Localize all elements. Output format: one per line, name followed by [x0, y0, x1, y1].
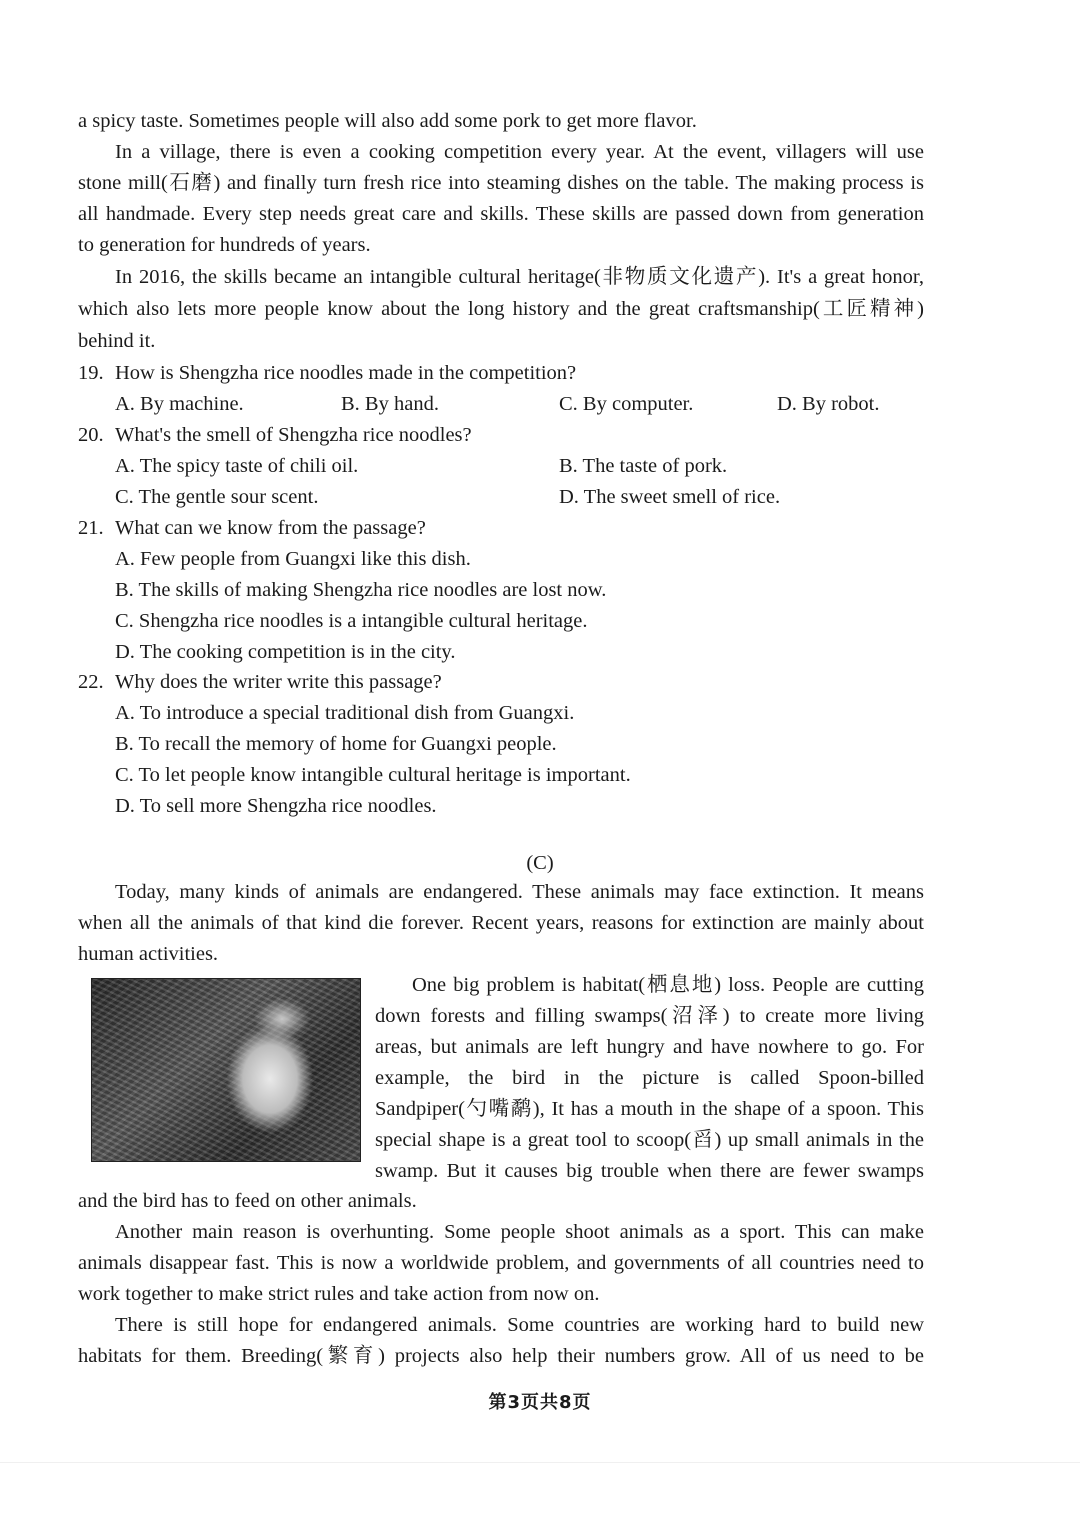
option-19-a: A. By machine.	[115, 393, 244, 415]
question-number: 22.	[78, 671, 104, 693]
passage-b-line: In a village, there is even a cooking competition every year. At the event, villagers will use	[115, 141, 924, 163]
option-21-a: A. Few people from Guangxi like this dish.	[115, 548, 471, 570]
passage-b-line: which also lets more people know about the long history and the great craftsmanship(工匠精神)	[78, 298, 924, 320]
passage-c-line: down forests and filling swamps(沼泽) to create more living	[375, 1005, 924, 1027]
question-text: What's the smell of Shengzha rice noodles?	[115, 424, 472, 446]
passage-c-line: There is still hope for endangered animals. Some countries are working hard to build new	[115, 1314, 924, 1336]
option-20-c: C. The gentle sour scent.	[115, 486, 319, 508]
option-22-b: B. To recall the memory of home for Guangxi people.	[115, 733, 557, 755]
passage-b-line: all handmade. Every step needs great care and skills. These skills are passed down from generation	[78, 203, 924, 225]
option-22-a: A. To introduce a special traditional dish from Guangxi.	[115, 702, 575, 724]
passage-c-line: when all the animals of that kind die forever. Recent years, reasons for extinction are mainly about	[78, 912, 924, 934]
divider	[0, 1462, 1080, 1463]
passage-b-line: a spicy taste. Sometimes people will also add some pork to get more flavor.	[78, 110, 697, 132]
page-number: 第3页共8页	[488, 1392, 592, 1413]
question-21	[78, 513, 924, 544]
passage-c-line: Sandpiper(勺嘴鹬), It has a mouth in the shape of a spoon. This	[375, 1098, 924, 1120]
question-19	[78, 358, 924, 389]
question-number: 19.	[78, 362, 104, 384]
option-20-d: D. The sweet smell of rice.	[559, 486, 781, 508]
question-text: Why does the writer write this passage?	[115, 671, 442, 693]
passage-c-line: and the bird has to feed on other animals.	[78, 1190, 417, 1212]
option-22-c: C. To let people know intangible cultural heritage is important.	[115, 764, 631, 786]
passage-c-line: swamp. But it causes big trouble when there are fewer swamps	[375, 1160, 924, 1182]
option-21-d: D. The cooking competition is in the city.	[115, 641, 456, 663]
question-text: How is Shengzha rice noodles made in the competition?	[115, 362, 577, 384]
option-20-b: B. The taste of pork.	[559, 455, 728, 477]
spoon-billed-sandpiper-photo	[91, 978, 361, 1162]
passage-c-line: habitats for them. Breeding(繁育) projects also help their numbers grow. All of us need to be	[78, 1345, 924, 1367]
passage-c-line: human activities.	[78, 943, 219, 965]
passage-b-line: In 2016, the skills became an intangible cultural heritage(非物质文化遗产). It's a great honor,	[115, 266, 924, 288]
question-22	[78, 667, 924, 698]
section-heading: (C)	[526, 852, 554, 874]
passage-c-line: Another main reason is overhunting. Some people shoot animals as a sport. This can make	[115, 1221, 924, 1243]
option-20-a: A. The spicy taste of chili oil.	[115, 455, 359, 477]
option-19-d: D. By robot.	[777, 393, 880, 415]
passage-b-line: to generation for hundreds of years.	[78, 234, 371, 256]
passage-c-line: animals disappear fast. This is now a worldwide problem, and governments of all countries need to	[78, 1252, 924, 1274]
passage-b-line: stone mill(石磨) and finally turn fresh rice into steaming dishes on the table. The making process is	[78, 172, 924, 194]
passage-c-line: One big problem is habitat(栖息地) loss. People are cutting	[412, 974, 924, 996]
option-22-d: D. To sell more Shengzha rice noodles.	[115, 795, 437, 817]
passage-c-line: areas, but animals are left hungry and have nowhere to go. For	[375, 1036, 924, 1058]
question-number: 21.	[78, 517, 104, 539]
passage-c-line: example, the bird in the picture is called Spoon-billed	[375, 1067, 924, 1089]
option-19-c: C. By computer.	[559, 393, 694, 415]
passage-c-line: work together to make strict rules and take action from now on.	[78, 1283, 600, 1305]
question-text: What can we know from the passage?	[115, 517, 426, 539]
passage-c-line: Today, many kinds of animals are endangered. These animals may face extinction. It means	[115, 881, 924, 903]
question-number: 20.	[78, 424, 104, 446]
passage-b-line: behind it.	[78, 330, 156, 352]
option-19-b: B. By hand.	[341, 393, 439, 415]
option-21-c: C. Shengzha rice noodles is a intangible cultural heritage.	[115, 610, 588, 632]
passage-c-line: special shape is a great tool to scoop(舀) up small animals in the	[375, 1129, 924, 1151]
option-21-b: B. The skills of making Shengzha rice noodles are lost now.	[115, 579, 607, 601]
question-20	[78, 420, 924, 451]
